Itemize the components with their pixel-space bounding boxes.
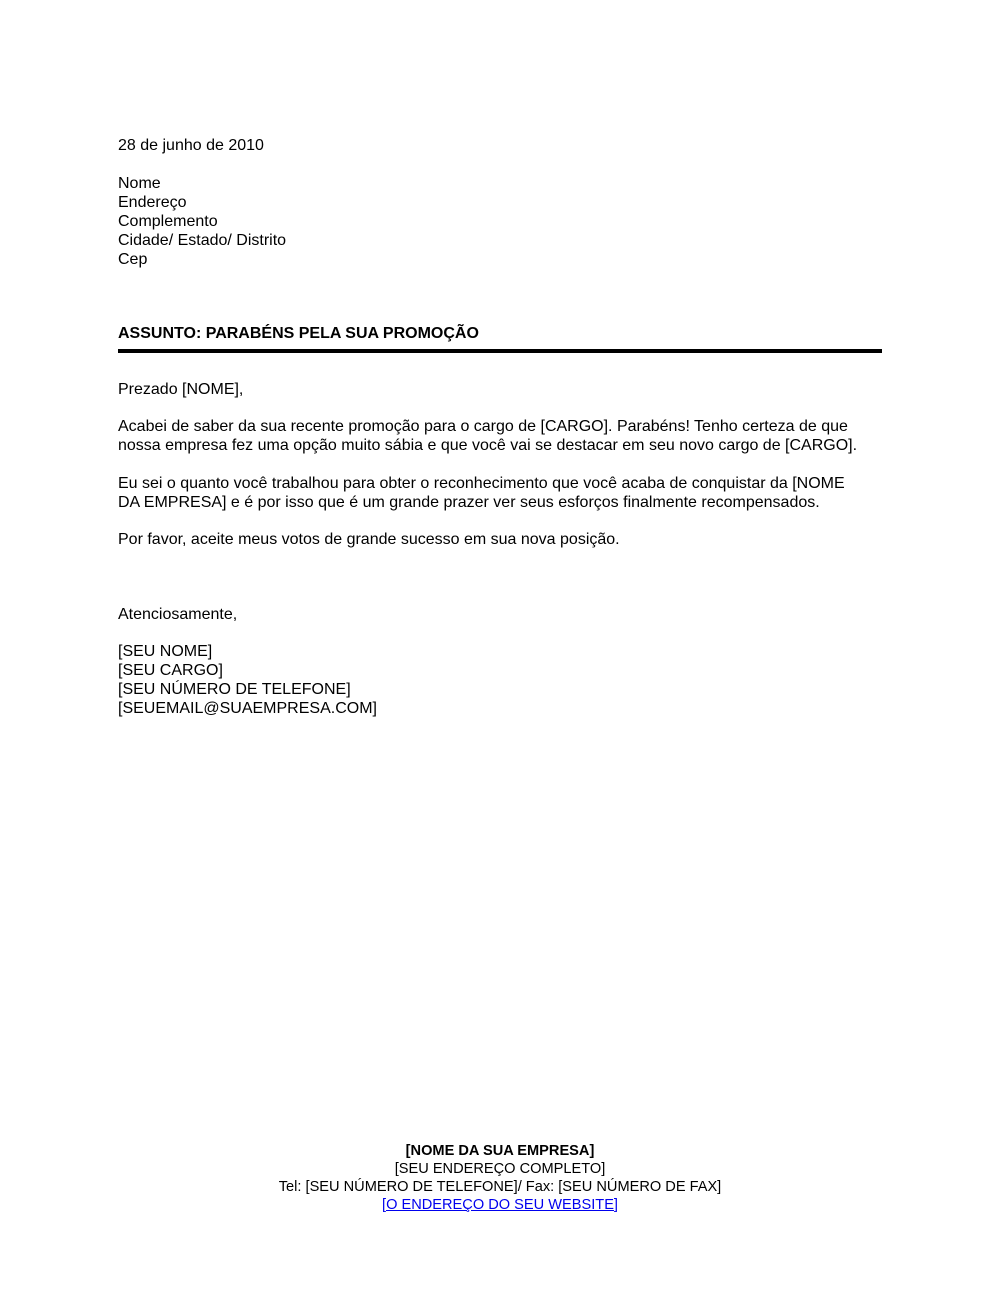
recipient-name: Nome bbox=[118, 175, 161, 192]
signature-block bbox=[118, 642, 377, 718]
signature-title: [SEU CARGO] bbox=[118, 662, 223, 679]
body-paragraph-2-line-2: DA EMPRESA] e é por isso que é um grande prazer ver seus esforços finalmente recompensados. bbox=[118, 494, 820, 511]
letter-closing: Atenciosamente, bbox=[118, 606, 238, 623]
signature-name: [SEU NOME] bbox=[118, 643, 213, 660]
subject-divider bbox=[118, 349, 882, 353]
footer-address: [SEU ENDEREÇO COMPLETO] bbox=[394, 1161, 606, 1177]
signature-phone: [SEU NÚMERO DE TELEFONE] bbox=[118, 681, 351, 698]
footer-website-link[interactable]: [O ENDEREÇO DO SEU WEBSITE] bbox=[382, 1197, 618, 1213]
recipient-city-state-district: Cidade/ Estado/ Distrito bbox=[118, 232, 287, 249]
body-paragraph-1 bbox=[118, 417, 888, 455]
footer-contact: Tel: [SEU NÚMERO DE TELEFONE]/ Fax: [SEU NÚMERO DE FAX] bbox=[278, 1179, 722, 1195]
letter-subject: ASSUNTO: PARABÉNS PELA SUA PROMOÇÃO bbox=[118, 325, 479, 342]
signature-email: [SEUEMAIL@SUAEMPRESA.COM] bbox=[118, 700, 377, 717]
recipient-block bbox=[118, 174, 286, 269]
footer-company-name: [NOME DA SUA EMPRESA] bbox=[405, 1143, 595, 1159]
letterhead-footer bbox=[0, 1142, 1000, 1214]
recipient-zip: Cep bbox=[118, 251, 148, 268]
recipient-complement: Complemento bbox=[118, 213, 218, 230]
letter-date: 28 de junho de 2010 bbox=[118, 137, 264, 154]
letter-salutation: Prezado [NOME], bbox=[118, 381, 244, 398]
body-paragraph-3-line-1: Por favor, aceite meus votos de grande sucesso em sua nova posição. bbox=[118, 531, 620, 548]
body-paragraph-2-line-1: Eu sei o quanto você trabalhou para obter o reconhecimento que você acaba de conquistar da [NOME bbox=[118, 475, 845, 492]
recipient-address: Endereço bbox=[118, 194, 187, 211]
body-paragraph-1-line-2: nossa empresa fez uma opção muito sábia e que você vai se destacar em seu novo cargo de [CARGO]. bbox=[118, 437, 858, 454]
body-paragraph-2 bbox=[118, 474, 888, 512]
body-paragraph-3 bbox=[118, 530, 888, 549]
body-paragraph-1-line-1: Acabei de saber da sua recente promoção para o cargo de [CARGO]. Parabéns! Tenho certeza de que bbox=[118, 418, 848, 435]
